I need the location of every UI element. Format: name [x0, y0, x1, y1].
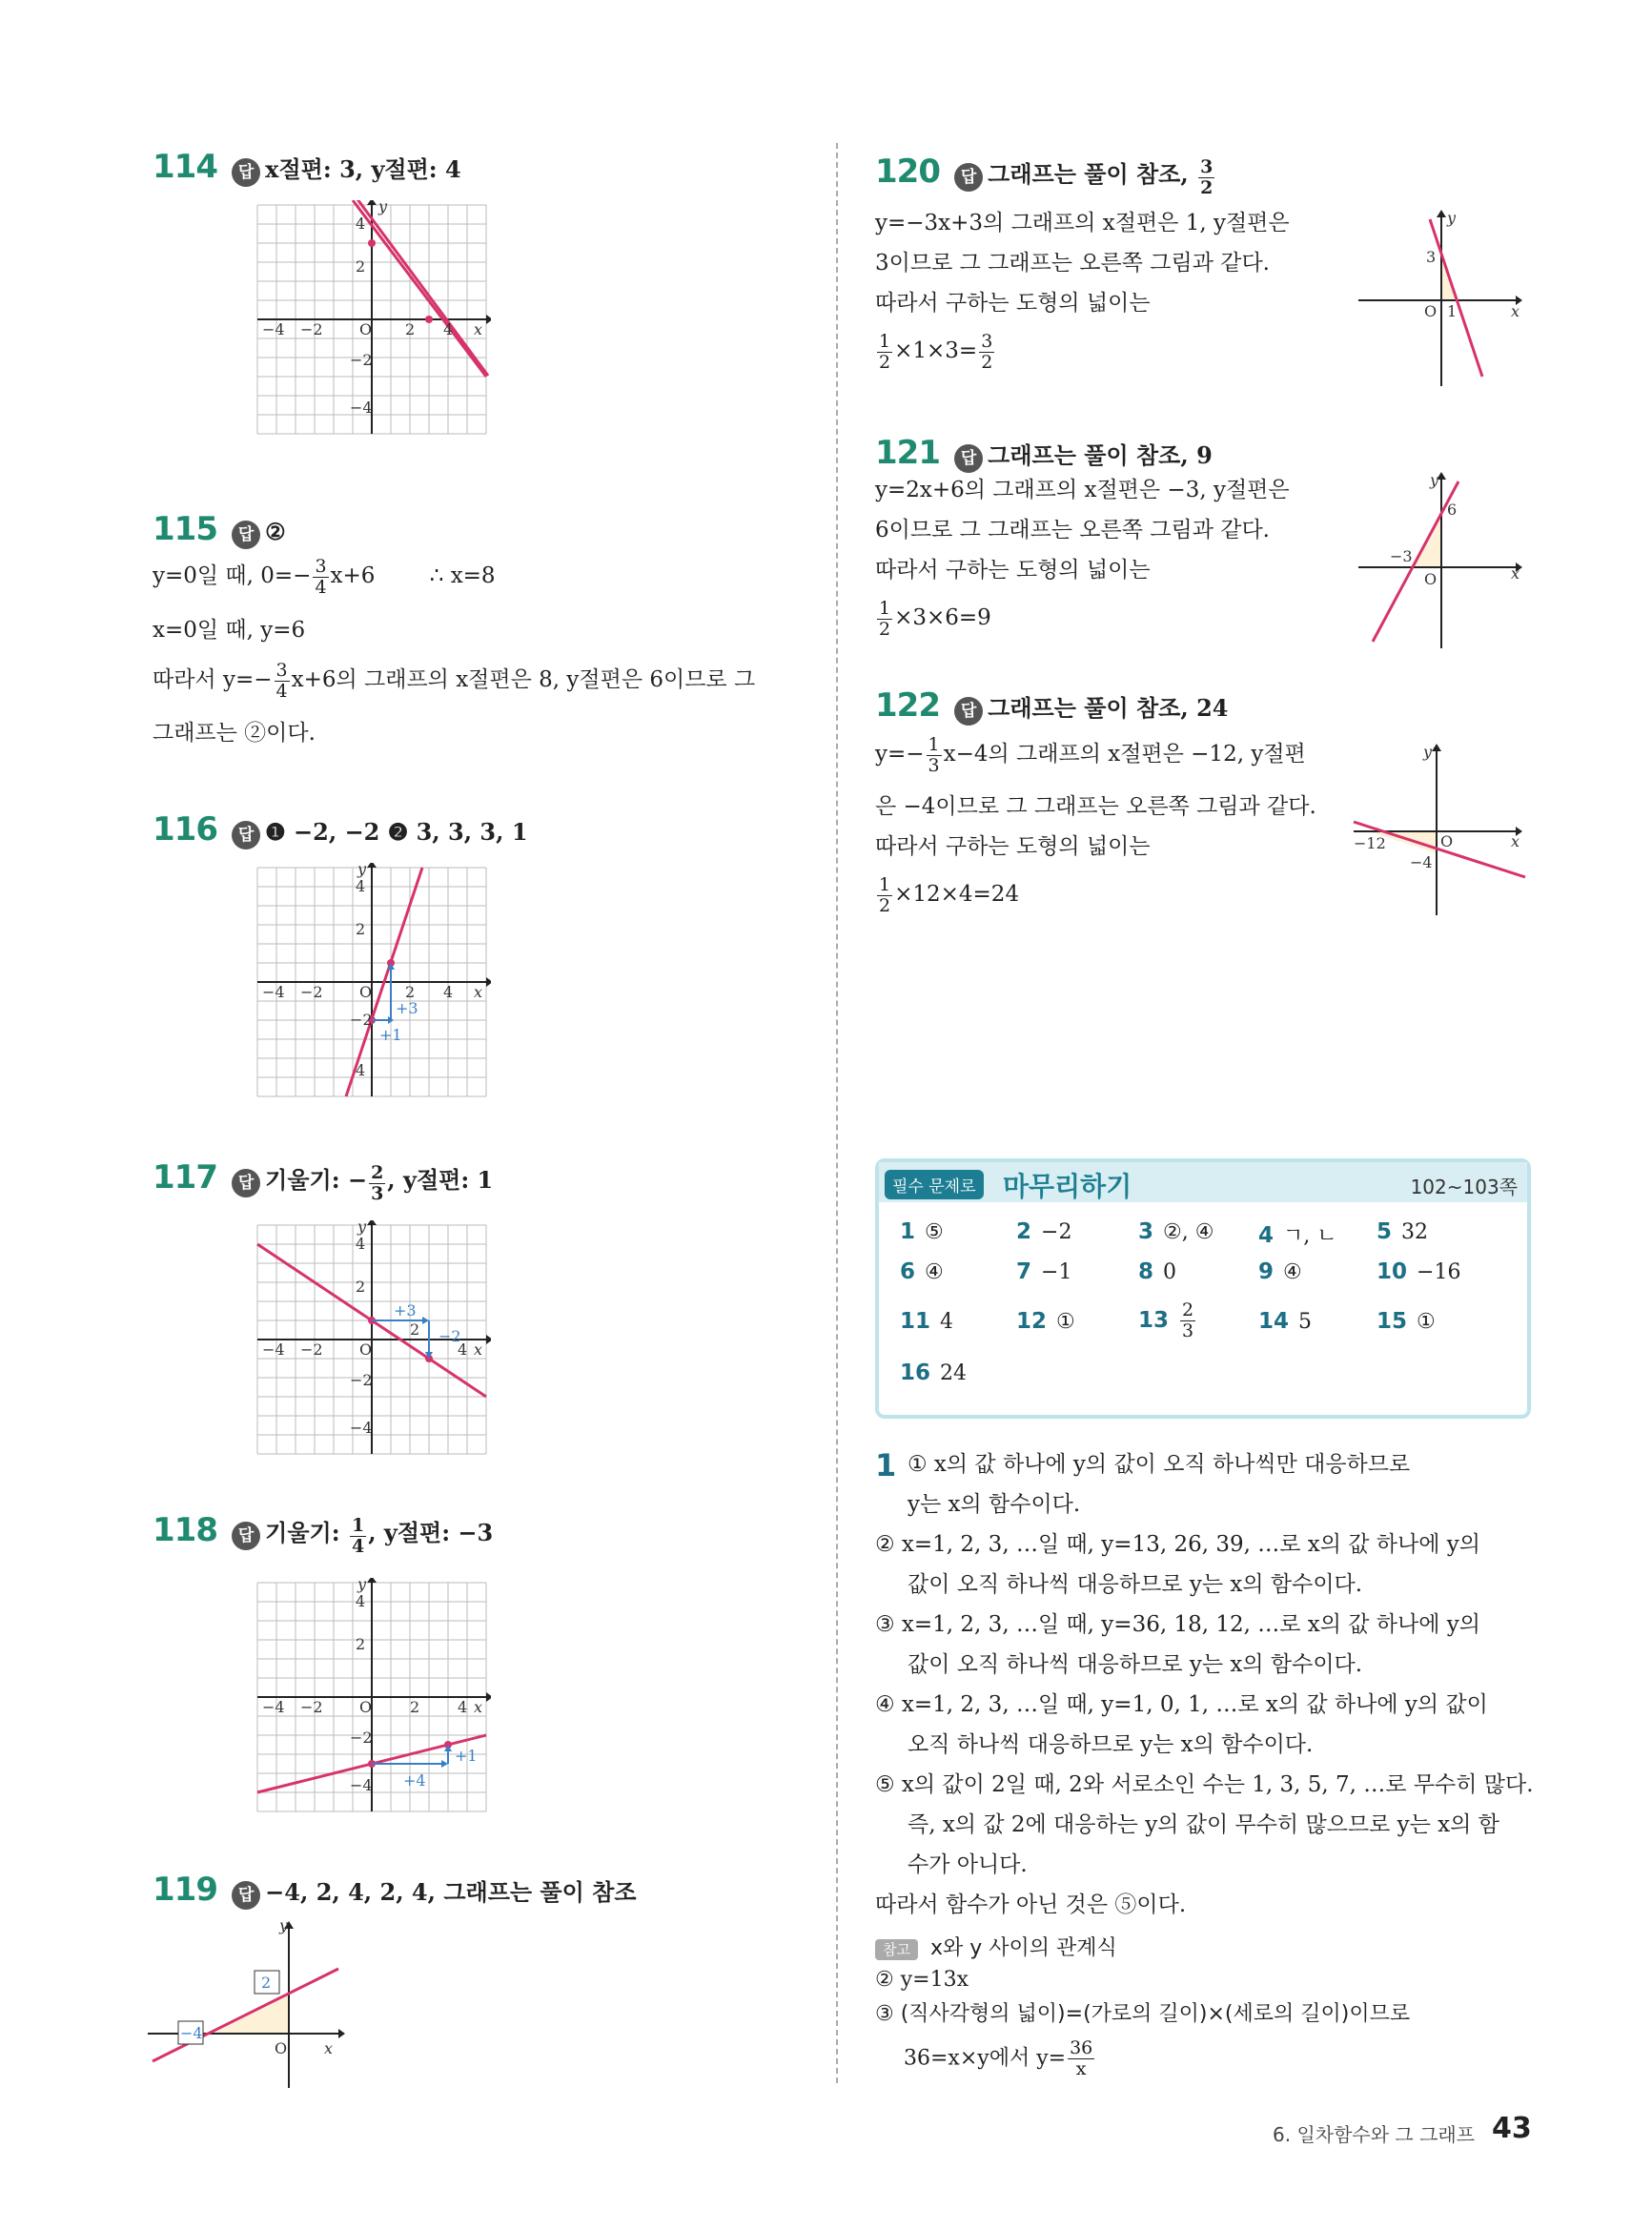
svg-text:O: O [359, 983, 373, 1001]
review-item [900, 1259, 944, 1284]
svg-text:3: 3 [1426, 248, 1437, 266]
solution-120-line4 [875, 331, 996, 373]
svg-text:O: O [359, 1340, 373, 1359]
review-pages: 102~103쪽 [1410, 1176, 1518, 1198]
svg-text:−4: −4 [262, 320, 285, 338]
svg-text:2: 2 [405, 320, 416, 338]
svg-text:+1: +1 [455, 1747, 478, 1765]
graph-118 [253, 1578, 491, 1816]
svg-text:−2: −2 [300, 983, 323, 1001]
svg-text:+3: +3 [394, 1301, 417, 1320]
numerator: 3 [981, 330, 993, 352]
review-item [1138, 1259, 1176, 1284]
svg-text:4: 4 [356, 1235, 366, 1253]
fraction [350, 1516, 366, 1557]
graph-121 [1354, 472, 1530, 653]
denominator: 3 [928, 754, 940, 776]
svg-text:2: 2 [261, 1974, 272, 1992]
svg-text:−2: −2 [300, 1698, 323, 1716]
svg-text:1: 1 [1447, 302, 1458, 320]
solution-122-line2: 은 −4이므로 그 그래프는 오른쪽 그림과 같다. [875, 794, 1316, 819]
fraction [927, 735, 942, 776]
review-item [1138, 1219, 1214, 1244]
svg-text:O: O [1424, 570, 1438, 588]
item-value: 5 [1298, 1310, 1313, 1334]
text: 36=x×y에서 y= [904, 2046, 1067, 2071]
sol1-line: 즉, x의 값 2에 대응하는 y의 값이 무수히 많으므로 y는 x의 함 [908, 1812, 1499, 1837]
svg-text:4: 4 [356, 877, 366, 895]
svg-text:x: x [474, 320, 483, 338]
svg-text:x: x [474, 1698, 483, 1716]
denominator: 4 [275, 680, 288, 702]
problem-number: 117 [153, 1158, 217, 1197]
graph-122 [1349, 744, 1530, 920]
numerator: 1 [879, 873, 891, 895]
graph-114 [253, 200, 491, 439]
fraction [1198, 157, 1214, 198]
fraction [369, 1163, 385, 1204]
svg-text:2: 2 [410, 1320, 420, 1339]
denominator: 2 [879, 894, 891, 916]
answer-text: 그래프는 풀이 참조, [988, 160, 1197, 188]
problem-114-header [153, 148, 461, 187]
answer-badge-icon: 답 [232, 821, 260, 849]
svg-text:−2: −2 [300, 1340, 323, 1359]
svg-text:y: y [378, 200, 388, 215]
svg-text:x: x [1511, 564, 1520, 583]
svg-text:x: x [1511, 302, 1520, 320]
reference-line [904, 2038, 1096, 2079]
problem-119-header [153, 1871, 637, 1910]
svg-text:2: 2 [356, 257, 366, 276]
answer-badge-icon: 답 [232, 1522, 260, 1550]
svg-text:−2: −2 [438, 1327, 461, 1345]
svg-text:2: 2 [356, 1635, 366, 1653]
problem-116-header [153, 810, 528, 849]
solution-115-line2: x=0일 때, y=6 [153, 618, 306, 643]
fraction [979, 332, 994, 373]
review-answer-box [875, 1158, 1531, 1419]
sol1-line: ⑤ x의 값이 2일 때, 2와 서로소인 수는 1, 3, 5, 7, …로 무수히 많다. [875, 1772, 1534, 1797]
item-value: ① [1056, 1310, 1075, 1334]
sol1-line: 값이 오직 하나씩 대응하므로 y는 x의 함수이다. [908, 1572, 1363, 1597]
denominator: x [1075, 2058, 1087, 2079]
solution-115-line3 [153, 660, 755, 702]
item-number: 9 [1258, 1259, 1275, 1284]
text: x+6 [330, 563, 376, 588]
graph-119 [148, 1921, 348, 2088]
answer-text: ② [265, 518, 286, 545]
problem-117-header [153, 1158, 493, 1204]
answer-badge-icon: 답 [954, 697, 983, 726]
svg-text:y: y [357, 863, 367, 878]
svg-text:+4: +4 [403, 1771, 426, 1790]
item-number: 1 [900, 1219, 916, 1244]
sol1-line: ③ x=1, 2, 3, …일 때, y=36, 18, 12, …로 x의 값 하나에 y의 [875, 1612, 1480, 1637]
numerator: 3 [315, 555, 327, 577]
solution-120-line2: 3이므로 그 그래프는 오른쪽 그림과 같다. [875, 251, 1270, 276]
item-number: 4 [1258, 1223, 1275, 1248]
item-value: 24 [940, 1361, 968, 1385]
numerator: 2 [1182, 1299, 1194, 1320]
item-value: ④ [1283, 1260, 1302, 1284]
item-number: 3 [1138, 1219, 1154, 1244]
text: y=− [875, 742, 925, 767]
graph-120 [1354, 210, 1530, 386]
problem-number: 120 [875, 153, 940, 191]
denominator: 2 [879, 351, 891, 373]
text: 따라서 y=− [153, 667, 273, 692]
problem-number: 119 [153, 1871, 217, 1909]
svg-text:x: x [324, 2039, 334, 2057]
numerator: 36 [1070, 2037, 1093, 2058]
answer-text: 기울기: − [265, 1166, 368, 1194]
denominator: 2 [1200, 177, 1214, 198]
denominator: 3 [1182, 1320, 1194, 1341]
answer-badge-icon: 답 [232, 1881, 260, 1910]
graph-117 [253, 1220, 491, 1459]
svg-text:x: x [1511, 832, 1520, 850]
answer-text: , y절편: −3 [368, 1519, 494, 1546]
item-value: ㄱ, ㄴ [1283, 1224, 1337, 1248]
answer-text: 그래프는 풀이 참조, 9 [988, 441, 1213, 469]
reference-tag: 참고 [875, 1939, 918, 1960]
footer-chapter: 6. 일차함수와 그 그래프 [1273, 2123, 1476, 2146]
problem-115-header [153, 510, 286, 549]
column-divider [836, 143, 838, 2083]
reference-heading [875, 1932, 1117, 1961]
review-item [1016, 1259, 1071, 1284]
problem-number: 122 [875, 686, 940, 725]
text: ×3×6=9 [894, 605, 991, 630]
review-item [1016, 1309, 1075, 1334]
solution-121-line4 [875, 598, 991, 640]
text: ∴ x=8 [429, 563, 496, 588]
solution-122-line4 [875, 874, 1019, 916]
svg-text:6: 6 [1447, 501, 1458, 519]
svg-text:2: 2 [405, 983, 416, 1001]
solution-121-line3: 따라서 구하는 도형의 넓이는 [875, 558, 1151, 583]
svg-text:4: 4 [356, 1061, 366, 1079]
denominator: 3 [371, 1183, 384, 1204]
svg-text:+3: +3 [396, 999, 418, 1017]
svg-text:−4: −4 [350, 1419, 373, 1437]
solution-122-line1 [875, 734, 1306, 776]
problem-number: 121 [875, 434, 940, 472]
denominator: 4 [351, 1536, 365, 1557]
svg-text:−2: −2 [350, 1371, 373, 1389]
line-119 [153, 1969, 338, 2061]
svg-text:+1: +1 [379, 1026, 402, 1044]
denominator: 2 [981, 351, 993, 373]
review-item [900, 1361, 967, 1385]
svg-text:−4: −4 [262, 1340, 285, 1359]
answer-text: , y절편: 1 [387, 1166, 494, 1194]
svg-text:y: y [279, 1921, 289, 1934]
answer-text: 그래프는 풀이 참조, 24 [988, 694, 1229, 722]
fraction [877, 875, 892, 916]
text: ×1×3= [894, 338, 978, 363]
svg-text:−12: −12 [1354, 834, 1386, 852]
review-item [1258, 1259, 1302, 1284]
denominator: 2 [879, 618, 891, 640]
text: y=0일 때, 0=− [153, 563, 312, 588]
svg-text:O: O [1424, 302, 1438, 320]
svg-text:−2: −2 [350, 351, 373, 369]
fraction [877, 332, 892, 373]
solution-120-line3: 따라서 구하는 도형의 넓이는 [875, 291, 1151, 316]
review-title: 마무리하기 [1003, 1171, 1132, 1202]
item-value: −16 [1417, 1260, 1461, 1284]
item-number: 5 [1377, 1219, 1393, 1244]
svg-text:4: 4 [458, 1340, 468, 1359]
numerator: 3 [1200, 156, 1214, 177]
fraction [313, 557, 328, 598]
item-value: ① [1417, 1310, 1436, 1334]
svg-text:−4: −4 [262, 983, 285, 1001]
svg-text:−3: −3 [1390, 547, 1413, 565]
item-number: 8 [1138, 1259, 1154, 1284]
item-number: 13 [1138, 1307, 1170, 1333]
review-tag: 필수 문제로 [885, 1170, 984, 1199]
denominator: 4 [315, 576, 327, 598]
svg-text:x: x [474, 1340, 483, 1359]
review-item [1377, 1309, 1436, 1334]
problem-118-header [153, 1511, 493, 1557]
numerator: 3 [275, 659, 288, 681]
review-item [1138, 1300, 1197, 1341]
svg-text:2: 2 [410, 1698, 420, 1716]
problem-number: 115 [153, 510, 217, 548]
svg-text:O: O [359, 320, 373, 338]
item-value: 0 [1163, 1260, 1177, 1284]
svg-text:−4: −4 [350, 1776, 373, 1794]
problem-number: 114 [153, 148, 217, 186]
review-item [1377, 1259, 1460, 1284]
solution-121-line1: y=2x+6의 그래프의 x절편은 −3, y절편은 [875, 478, 1290, 502]
item-value: 32 [1401, 1220, 1429, 1244]
fraction [1180, 1300, 1195, 1341]
svg-text:−4: −4 [1410, 853, 1433, 871]
item-value: ②, ④ [1163, 1220, 1214, 1244]
problem-122-header [875, 686, 1228, 726]
solution-122-line3: 따라서 구하는 도형의 넓이는 [875, 834, 1151, 859]
svg-text:y: y [357, 1578, 367, 1593]
svg-text:−2: −2 [350, 1011, 373, 1029]
svg-text:y: y [1447, 210, 1457, 227]
sol1-line: 오직 하나씩 대응하므로 y는 x의 함수이다. [908, 1732, 1314, 1757]
answer-badge-icon: 답 [232, 521, 260, 549]
item-number: 15 [1377, 1309, 1408, 1334]
item-number: 7 [1016, 1259, 1032, 1284]
sol1-line: y는 x의 함수이다. [908, 1492, 1081, 1517]
svg-text:4: 4 [443, 320, 454, 338]
review-item [1377, 1219, 1428, 1244]
item-number: 6 [900, 1259, 916, 1284]
numerator: 2 [371, 1162, 384, 1183]
numerator: 1 [928, 733, 940, 755]
review-item [1016, 1219, 1071, 1244]
review-item [1258, 1219, 1337, 1249]
svg-text:−4: −4 [350, 399, 373, 417]
svg-text:4: 4 [458, 1698, 468, 1716]
item-number: 2 [1016, 1219, 1032, 1244]
numerator: 1 [351, 1515, 365, 1536]
solution-121-line2: 6이므로 그 그래프는 오른쪽 그림과 같다. [875, 518, 1270, 542]
sol1-line: ② x=1, 2, 3, …일 때, y=13, 26, 39, …로 x의 값 하나에 y의 [875, 1532, 1480, 1557]
solution-1-number: 1 [875, 1447, 896, 1483]
svg-text:−2: −2 [350, 1729, 373, 1747]
problem-number: 116 [153, 810, 217, 849]
svg-text:O: O [275, 2039, 288, 2057]
answer-badge-icon: 답 [232, 1169, 260, 1197]
svg-text:−2: −2 [300, 320, 323, 338]
svg-text:4: 4 [443, 983, 454, 1001]
item-number: 10 [1377, 1259, 1408, 1284]
answer-text: −4, 2, 4, 2, 4, 그래프는 풀이 참조 [265, 1878, 637, 1906]
svg-text:y: y [1430, 472, 1439, 489]
numerator: 1 [879, 597, 891, 619]
svg-text:O: O [1440, 832, 1454, 850]
svg-text:4: 4 [356, 215, 366, 233]
item-value: 4 [940, 1310, 954, 1334]
svg-text:−4: −4 [180, 2024, 203, 2042]
answer-badge-icon: 답 [232, 158, 260, 187]
reference-title: x와 y 사이의 관계식 [929, 1936, 1117, 1960]
line-120 [1430, 219, 1482, 377]
line-121 [1373, 481, 1458, 642]
review-item [900, 1309, 953, 1334]
sol1-line: 값이 오직 하나씩 대응하므로 y는 x의 함수이다. [908, 1652, 1363, 1677]
review-item [900, 1219, 944, 1244]
text: x−4의 그래프의 x절편은 −12, y절편 [943, 742, 1306, 767]
sol1-line: 따라서 함수가 아닌 것은 ⑤이다. [875, 1892, 1187, 1917]
item-value: ⑤ [925, 1220, 944, 1244]
answer-badge-icon: 답 [954, 444, 983, 473]
item-number: 16 [900, 1361, 931, 1385]
answer-text: x절편: 3, y절편: 4 [265, 155, 461, 183]
review-item [1258, 1309, 1312, 1334]
answer-text: ❶ −2, −2 ❷ 3, 3, 3, 1 [265, 818, 528, 846]
problem-121-header [875, 434, 1213, 473]
text: x+6의 그래프의 x절편은 8, y절편은 6이므로 그 [291, 667, 756, 692]
numerator: 1 [879, 330, 891, 352]
svg-text:y: y [357, 1220, 367, 1236]
item-number: 11 [900, 1309, 931, 1334]
solution-120-line1: y=−3x+3의 그래프의 x절편은 1, y절편은 [875, 211, 1290, 235]
reference-line: ③ (직사각형의 넓이)=(가로의 길이)×(세로의 길이)이므로 [875, 2002, 1411, 2026]
solution-115-line1 [153, 556, 496, 598]
graph-116 [253, 863, 491, 1101]
item-value: −2 [1041, 1220, 1072, 1244]
answer-badge-icon: 답 [954, 163, 983, 192]
reference-line: ② y=13x [875, 1968, 969, 1992]
svg-text:O: O [359, 1698, 373, 1716]
svg-text:2: 2 [356, 1278, 366, 1296]
svg-text:y: y [1423, 744, 1433, 761]
fraction [275, 661, 290, 702]
sol1-line: ④ x=1, 2, 3, …일 때, y=1, 0, 1, …로 x의 값 하나에 y의 값이 [875, 1692, 1488, 1717]
fraction [877, 599, 892, 640]
text: ×12×4=24 [894, 882, 1020, 907]
answer-text: 기울기: [265, 1519, 348, 1546]
item-value: ④ [925, 1260, 944, 1284]
problem-120-header [875, 153, 1216, 198]
fraction [1068, 2038, 1094, 2079]
sol1-line: ① x의 값 하나에 y의 값이 오직 하나씩만 대응하므로 [908, 1452, 1411, 1477]
item-value: −1 [1041, 1260, 1072, 1284]
svg-text:2: 2 [356, 920, 366, 938]
item-number: 14 [1258, 1309, 1290, 1334]
svg-text:4: 4 [356, 1592, 366, 1610]
item-number: 12 [1016, 1309, 1048, 1334]
svg-text:x: x [474, 983, 483, 1001]
solution-115-line4: 그래프는 ②이다. [153, 721, 316, 746]
page-number: 43 [1492, 2112, 1532, 2145]
problem-number: 118 [153, 1511, 217, 1549]
svg-text:−4: −4 [262, 1698, 285, 1716]
sol1-line: 수가 아니다. [908, 1852, 1028, 1877]
